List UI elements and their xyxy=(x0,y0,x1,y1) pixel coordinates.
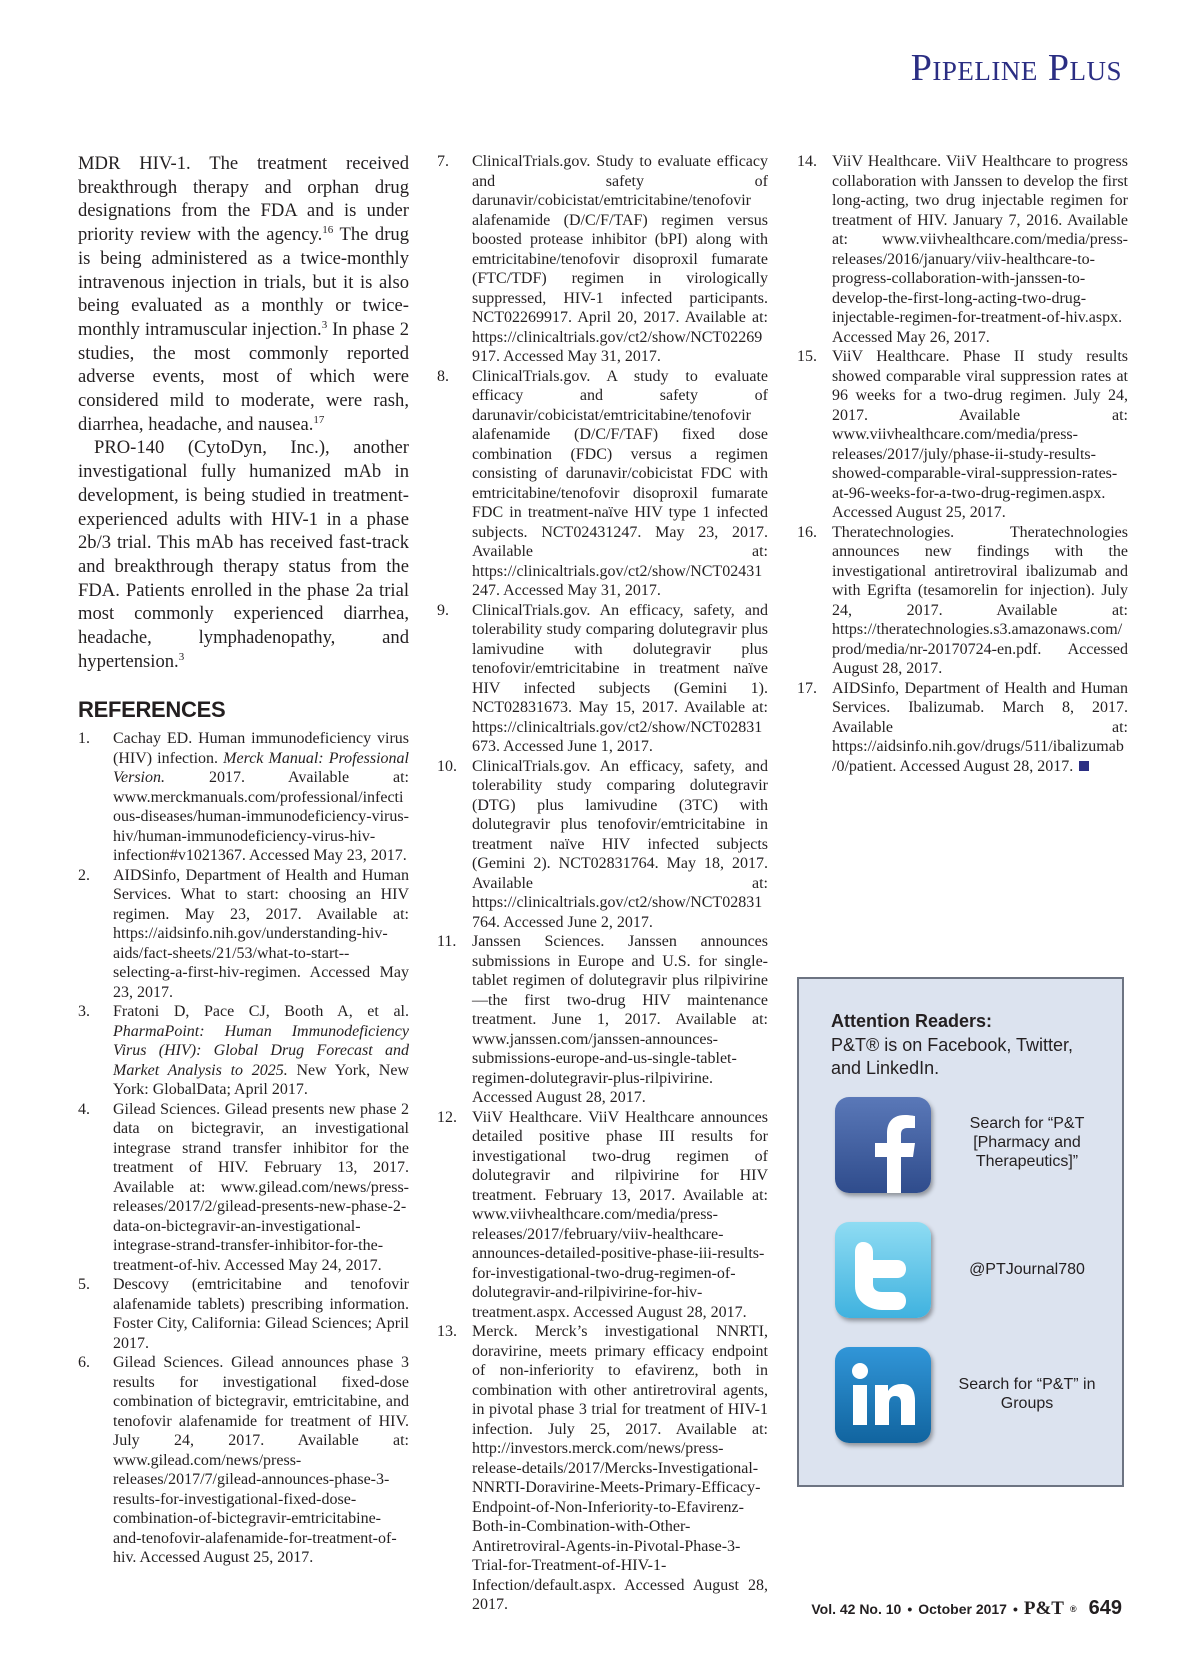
reference-item xyxy=(437,757,768,933)
reference-text: ClinicalTrials.gov. An efficacy, safety, and tolerability study comparing dolutegravir plus lamivudine with dolutegravir plus tenofovir/emtricitabine in treatment naïve HIV infected subjects (Gemini 1). NCT02831673. May 15, 2017. Available at: https://clinicaltrials.gov/ct2/show/NCT02831673. Accessed June 1, 2017. xyxy=(472,601,768,755)
reference-title-italic: Merck Manual: Professional Version. xyxy=(113,749,409,787)
running-head: Pipeline Plus xyxy=(910,47,1122,89)
reference-item xyxy=(78,1353,409,1568)
references-heading: REFERENCES xyxy=(78,697,226,723)
reference-number: 9. xyxy=(437,601,449,619)
reference-item xyxy=(797,679,1128,777)
reference-item xyxy=(78,1002,409,1100)
box-title: Attention Readers: xyxy=(831,1011,993,1031)
reference-item xyxy=(78,866,409,1003)
reference-item xyxy=(797,523,1128,679)
twitter-label: @PTJournal780 xyxy=(969,1261,1085,1278)
reference-number: 6. xyxy=(78,1354,90,1372)
reference-item xyxy=(437,932,768,1108)
box-subtitle: P&T® is on Facebook, Twitter, and LinkedIn. xyxy=(831,1035,1074,1078)
reference-text: ViiV Healthcare. ViiV Healthcare to progress collaboration with Janssen to develop the first long-acting, two drug injectable regimen for treatment of HIV. January 7, 2016. Available at: www.viivhealthcare.com/media/press-releases/2016/january/viiv-healthcare-to-progress-collaboration-with-janssen-to-develop-the-first-long-acting-two-drug-injectable-regimen-for-treatment-of-hiv.aspx. Accessed May 26, 2017. xyxy=(832,153,1128,346)
body-paragraph xyxy=(78,436,409,673)
reference-text: Descovy (emtricitabine and tenofovir alafenamide tablets) prescribing information. Foster City, California: Gilead Sciences; April 2017. xyxy=(113,1276,409,1352)
reference-list xyxy=(437,152,768,1615)
reference-list xyxy=(78,729,409,1568)
reference-text: 2017. Available at: www.merckmanuals.com/professional/infectious-diseases/human-immunodeficiency-virus-hiv/human-immunodeficiency-virus-hiv-infection#v1021367. Accessed May 23, 2017. xyxy=(113,769,409,865)
reference-text: AIDSinfo, Department of Health and Human Services. What to start: choosing an HIV regimen. May 23, 2017. Available at: https://aidsinfo.nih.gov/understanding-hiv-aids/fact-sheets/21/53/what-to-start--selecting-a-first-hiv-regimen. Accessed May 23, 2017. xyxy=(113,866,409,1001)
reference-text: Cachay ED. Human immunodeficiency virus (HIV) infection. xyxy=(113,730,409,767)
reference-item xyxy=(437,601,768,757)
facebook-icon[interactable] xyxy=(835,1097,931,1193)
citation-superscript: 3 xyxy=(321,318,328,331)
reference-number: 13. xyxy=(437,1323,457,1340)
reference-text: ViiV Healthcare. ViiV Healthcare announces detailed positive phase III results for investigational two-drug regimen of dolutegravir and rilpivirine for HIV treatment. February 13, 2017. Available at: www.viivhealthcare.com/media/press-releases/2017/february/viiv-healthcare-announces-detailed-positive-phase-iii-results-for-investigational-two-drug-regimen-of-dolutegravir-and-rilpivirine-for-hiv-treatment.aspx. Accessed August 28, 2017. xyxy=(472,1108,768,1321)
page-footer: Vol. 42 No. 10 • October 2017 • P&T ® 649 xyxy=(811,1597,1122,1619)
reference-number: 17. xyxy=(797,679,817,697)
footer-separator: • xyxy=(1012,1600,1018,1617)
column-3 xyxy=(797,152,1128,776)
reference-item xyxy=(797,152,1128,347)
reference-text: ViiV Healthcare. Phase II study results showed comparable viral suppression rates at 96 weeks for a two-drug regimen. July 24, 2017. Available at: www.viivhealthcare.com/media/press-releases/2017/july/phase-ii-study-results-showed-comparable-viral-suppression-rates-at-96-weeks-for-a-two-drug-regimen.aspx. Accessed August 25, 2017. xyxy=(832,348,1128,521)
reference-number: 1. xyxy=(78,730,90,748)
body-text-span: The drug is being administered as a twice-monthly intravenous injection in trials, but it is also being evaluated as a monthly or twice-monthly intramuscular injection. xyxy=(78,224,409,340)
reference-item xyxy=(437,1322,768,1615)
reference-number: 10. xyxy=(437,757,457,775)
reference-number: 8. xyxy=(437,367,449,385)
reference-item xyxy=(437,367,768,601)
reference-text: AIDSinfo, Department of Health and Human Services. Ibalizumab. March 8, 2017. Available at: https://aidsinfo.nih.gov/drugs/511/ibalizumab/0/patient. Accessed August 28, 2017. xyxy=(832,679,1128,775)
citation-superscript: 3 xyxy=(178,650,185,663)
reference-title-italic: PharmaPoint: Human Immunodeficiency Virus (HIV): Global Drug Forecast and Market Analysis to 2025. xyxy=(113,1022,409,1079)
citation-superscript: 17 xyxy=(313,413,325,426)
issue-date: October 2017 xyxy=(918,1600,1007,1617)
reference-text: Fratoni D, Pace CJ, Booth A, et al. xyxy=(113,1003,409,1021)
column-1 xyxy=(78,152,409,1568)
citation-superscript: 16 xyxy=(322,223,334,236)
column-2 xyxy=(437,152,768,1615)
page-number: 649 xyxy=(1088,1597,1122,1619)
social-media-box xyxy=(797,977,1124,1487)
journal-name: P&T xyxy=(1023,1597,1064,1619)
reference-number: 15. xyxy=(797,348,817,365)
linkedin-icon[interactable] xyxy=(835,1347,931,1443)
body-text-span: MDR HIV-1. The treatment received breakthrough therapy and orphan drug designations from the FDA and is under priority review with the agency. xyxy=(78,153,409,246)
reference-number: 11. xyxy=(437,933,457,950)
volume-label: Vol. 42 No. 10 xyxy=(811,1600,902,1617)
reference-number: 12. xyxy=(437,1108,457,1126)
reference-item xyxy=(437,1108,768,1323)
body-paragraph xyxy=(78,152,409,436)
reference-number: 3. xyxy=(78,1003,90,1021)
reference-number: 2. xyxy=(78,866,90,884)
reference-text: ClinicalTrials.gov. A study to evaluate efficacy and safety of darunavir/cobicistat/emtricitabine/tenofovir alafenamide (D/C/F/TAF) fixed dose combination (FDC) versus a regimen consisting of darunavir/cobicistat FDC with emtricitabine/tenofovir disoproxil fumarate FDC in treatment-naïve HIV type 1 infected subjects. NCT02431247. May 23, 2017. Available at: https://clinicaltrials.gov/ct2/show/NCT02431247. Accessed May 31, 2017. xyxy=(472,367,768,599)
reference-item xyxy=(78,1100,409,1276)
reference-text: Janssen Sciences. Janssen announces submissions in Europe and U.S. for single-tablet regimen of dolutegravir plus rilpivirine—the first two-drug HIV maintenance treatment. June 1, 2017. Available at: www.janssen.com/janssen-announces-submissions-europe-and-us-single-tablet-regimen-dolutegravir-plus-rilpivirine. Accessed August 28, 2017. xyxy=(472,933,768,1106)
reference-list xyxy=(797,152,1128,776)
reference-text: Theratechnologies. Theratechnologies announces new findings with the investigational antiretroviral ibalizumab and with Egrifta (tesamorelin for injection). July 24, 2017. Available at: https://theratechnologies.s3.amazonaws.com/prod/media/nr-20170724-en.pdf. Accessed August 28, 2017. xyxy=(832,523,1128,677)
reference-text: Merck. Merck’s investigational NNRTI, doravirine, meets primary efficacy endpoint of non-inferiority to efavirenz, both in combination with other antiretroviral agents, in pivotal phase 3 trial for treatment of HIV-1 infection. July 25, 2017. Available at: http://investors.merck.com/news/press-release-details/2017/Mercks-Investigational-NNRTI-Doravirine-Meets-Primary-Efficacy-Endpoint-of-Non-Inferiority-to-Efavirenz-Both-in-Combination-with-Other-Antiretroviral-Agents-in-Pivotal-Phase-3-Trial-for-Treatment-of-HIV-1-Infection/default.aspx. Accessed August 28, 2017. xyxy=(472,1323,768,1613)
reference-text: Gilead Sciences. Gilead announces phase 3 results for investigational fixed-dose combination of bictegravir, emtricitabine, and tenofovir alafenamide for treatment of HIV. July 24, 2017. Available at: www.gilead.com/news/press-releases/2017/7/gilead-announces-phase-3-results-for-investigational-fixed-dose-combination-of-bictegravir-emtricitabine-and-tenofovir-alafenamide-for-treatment-of-hiv. Accessed August 25, 2017. xyxy=(113,1354,409,1567)
body-text-span: In phase 2 studies, the most commonly reported adverse events, most of which were considered mild to moderate, were rash, diarrhea, headache, and nausea. xyxy=(78,318,409,435)
reference-number: 16. xyxy=(797,523,817,541)
reference-text: New York, New York: GlobalData; April 2017. xyxy=(113,1061,409,1099)
reference-number: 7. xyxy=(437,153,449,170)
twitter-icon[interactable] xyxy=(835,1222,931,1318)
reference-text: ClinicalTrials.gov. Study to evaluate efficacy and safety of darunavir/cobicistat/emtricitabine/tenofovir alafenamide (D/C/F/TAF) regimen versus boosted protease inhibitor (bPI) along with emtricitabine/tenofovir disoproxil fumarate (FTC/TDF) regimen in virologically suppressed, HIV-1 infected participants. NCT02269917. April 20, 2017. Available at: https://clinicaltrials.gov/ct2/show/NCT02269917. Accessed May 31, 2017. xyxy=(472,153,768,365)
reference-text: ClinicalTrials.gov. An efficacy, safety, and tolerability study comparing dolutegravir (DTG) plus lamivudine (3TC) with dolutegravir plus tenofovir/emtricitabine in treatment naïve HIV infected subjects (Gemini 2). NCT02831764. May 18, 2017. Available at: https://clinicaltrials.gov/ct2/show/NCT02831764. Accessed June 2, 2017. xyxy=(472,757,768,931)
reference-number: 5. xyxy=(78,1276,90,1294)
footer-separator: • xyxy=(907,1600,913,1617)
reference-number: 14. xyxy=(797,153,817,170)
body-text xyxy=(78,152,409,673)
reference-item xyxy=(78,1275,409,1353)
reference-item xyxy=(437,152,768,367)
body-text-span: PRO-140 (CytoDyn, Inc.), another investigational fully humanized mAb in development, is being studied in treatment-experienced adults with HIV-1 in a phase 2b/3 trial. This mAb has received fast-track and breakthrough therapy status from the FDA. Patients enrolled in the phase 2a trial most commonly experienced diarrhea, headache, lymphadenopathy, and hypertension. xyxy=(78,437,409,672)
reference-text: Gilead Sciences. Gilead presents new phase 2 data on bictegravir, an investigational integrase strand transfer inhibitor for the treatment of HIV. February 13, 2017. Available at: www.gilead.com/news/press-releases/2017/2/gilead-presents-new-phase-2-data-on-bictegravir-an-investigational-integrase-strand-transfer-inhibitor-for-the-treatment-of-hiv. Accessed May 24, 2017. xyxy=(113,1100,409,1274)
reference-item xyxy=(797,347,1128,523)
reference-item xyxy=(78,729,409,866)
facebook-label: Search for “P&T [Pharmacy and Therapeutics]” xyxy=(969,1115,1085,1170)
end-of-article-mark xyxy=(1079,761,1089,771)
reference-number: 4. xyxy=(78,1100,90,1118)
linkedin-label: Search for “P&T” in Groups xyxy=(958,1376,1096,1412)
